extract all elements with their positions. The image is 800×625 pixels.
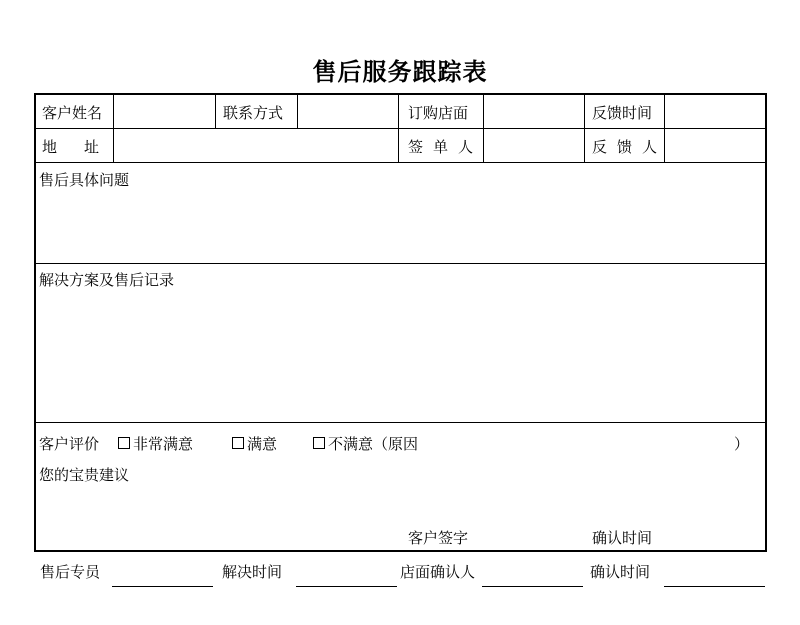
problem-field[interactable] [39, 189, 763, 259]
customer-name-field[interactable] [116, 97, 214, 127]
evaluation-label: 客户评价 [39, 435, 100, 453]
solution-field[interactable] [39, 291, 763, 417]
feedback-time-field[interactable] [667, 97, 763, 127]
specialist-label: 售后专员 [40, 563, 101, 581]
row-divider [36, 263, 765, 264]
option-unsatisfied[interactable] [313, 433, 418, 454]
reason-field[interactable] [426, 429, 726, 451]
col-divider [483, 95, 484, 162]
row-divider [36, 128, 765, 129]
feedback-time-label: 反馈时间 [592, 104, 653, 122]
store-confirm-label: 店面确认人 [400, 563, 476, 581]
customer-signature-label: 客户签字 [408, 529, 469, 547]
form-title: 售后服务跟踪表 [312, 58, 488, 86]
col-divider [215, 95, 216, 128]
store-label: 订购店面 [408, 104, 469, 122]
checkbox-icon[interactable] [232, 437, 244, 449]
specialist-field[interactable] [112, 586, 213, 587]
problem-label: 售后具体问题 [39, 171, 130, 189]
signer-field[interactable] [486, 131, 583, 161]
feedback-person-field[interactable] [667, 131, 763, 161]
row-divider [36, 162, 765, 163]
store-field[interactable] [486, 97, 583, 127]
solve-time-field[interactable] [296, 586, 397, 587]
col-divider [297, 95, 298, 128]
suggestion-label: 您的宝贵建议 [39, 466, 130, 484]
signer-label: 签单人 [408, 138, 484, 156]
option-satisfied[interactable] [232, 433, 277, 454]
col-divider [113, 95, 114, 162]
solve-time-label: 解决时间 [222, 563, 283, 581]
feedback-person-label: 反馈人 [592, 138, 668, 156]
option-label: 非常满意 [133, 435, 194, 453]
col-divider [584, 95, 585, 162]
suggestion-field[interactable] [39, 485, 763, 521]
contact-label: 联系方式 [223, 104, 284, 122]
col-divider [398, 95, 399, 162]
confirm-time-label: 确认时间 [592, 529, 653, 547]
footer-confirm-time-label: 确认时间 [590, 563, 651, 581]
after-sales-form [34, 93, 767, 552]
customer-name-label: 客户姓名 [42, 104, 103, 122]
option-label: 不满意（原因 [328, 435, 419, 453]
option-very-satisfied[interactable] [118, 433, 193, 454]
checkbox-icon[interactable] [313, 437, 325, 449]
checkbox-icon[interactable] [118, 437, 130, 449]
close-paren: ） [734, 435, 750, 453]
contact-field[interactable] [300, 97, 397, 127]
address-field[interactable] [116, 131, 397, 161]
row-divider [36, 422, 765, 423]
address-label: 地 址 [42, 138, 106, 156]
solution-label: 解决方案及售后记录 [39, 271, 175, 289]
footer-confirm-time-field[interactable] [664, 586, 765, 587]
store-confirm-field[interactable] [482, 586, 583, 587]
option-label: 满意 [247, 435, 278, 453]
